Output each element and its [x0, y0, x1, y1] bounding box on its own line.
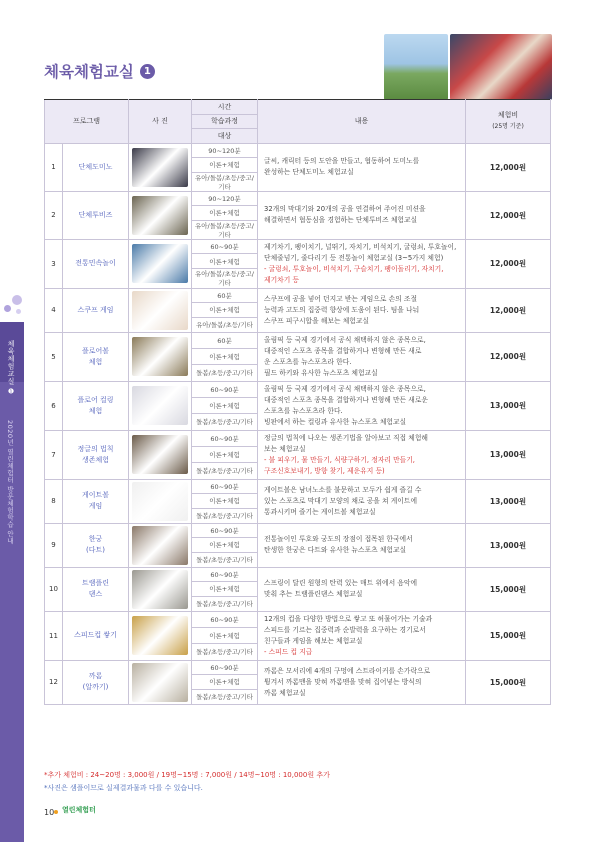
table-row — [45, 611, 551, 627]
table-row — [45, 523, 551, 538]
program-name — [63, 611, 129, 660]
program-name-line: (다트) — [86, 546, 105, 554]
notes — [44, 769, 330, 794]
content-line: 대중적인 스포츠 종목을 결합하거나 변형해 만든 새로 — [264, 346, 422, 355]
program-course: 이론+체험 — [192, 494, 258, 509]
program-course: 이론+체험 — [192, 254, 258, 269]
content-line: 단체줄넘기, 줄다리기 등 전통놀이 체험교실 (3~5가지 체험) — [264, 253, 444, 262]
program-name-line: 체험 — [88, 406, 103, 415]
program-name — [63, 430, 129, 479]
program-price: 12,000원 — [466, 332, 551, 381]
header-photo: 사 진 — [129, 100, 192, 144]
program-name-line: 게임 — [88, 502, 103, 510]
program-name-line: 한궁 — [88, 535, 103, 543]
program-photo — [129, 611, 192, 660]
program-course: 이론+체험 — [192, 206, 258, 221]
table-row — [45, 660, 551, 675]
content-line: 12개의 컵을 다양한 방법으로 쌓고 또 허물어가는 기술과 — [264, 614, 433, 623]
program-target: 돌봄/초등/중고/기타 — [192, 365, 258, 381]
program-name — [63, 332, 129, 381]
program-price: 13,000원 — [466, 430, 551, 479]
program-target: 돌봄/초등/중고/기타 — [192, 689, 258, 704]
title-number-badge: 1 — [140, 64, 155, 79]
row-number: 6 — [45, 381, 63, 430]
program-name-line: 트램플린 — [81, 579, 110, 587]
page-title — [44, 60, 155, 82]
table-row — [45, 239, 551, 254]
program-time: 60~90분 — [192, 239, 258, 254]
program-time: 60~90분 — [192, 381, 258, 397]
content-highlight-line: - 스피드 컵 지급 — [264, 647, 313, 656]
content-line: 능력과 고도의 집중력 향상에 도움이 된다. 팀을 나눠 — [264, 305, 420, 314]
row-number: 8 — [45, 479, 63, 523]
program-name — [63, 479, 129, 523]
program-price: 12,000원 — [466, 288, 551, 332]
content-line: 제기차기, 팽이치기, 널뛰기, 자치기, 비석치기, 굴렁쇠, 투호놀이, — [264, 242, 457, 251]
program-photo-image — [132, 244, 188, 283]
program-course: 이론+체험 — [192, 303, 258, 318]
program-photo-image — [132, 482, 188, 521]
content-highlight-line: - 굴렁쇠, 투호놀이, 비석치기, 구슬치기, 팽이돌리기, 자치기, — [264, 264, 444, 273]
header-course: 학습과정 — [192, 114, 258, 129]
program-content — [258, 567, 466, 611]
content-line: 정글의 법칙에 나오는 생존기법을 알아보고 직접 체험해 — [264, 433, 428, 442]
table-row — [45, 143, 551, 158]
program-photo — [129, 191, 192, 239]
program-time: 60~90분 — [192, 430, 258, 446]
program-photo — [129, 479, 192, 523]
program-photo — [129, 381, 192, 430]
program-content — [258, 143, 466, 191]
program-price: 12,000원 — [466, 239, 551, 288]
content-highlight-line: 제기차기 등 — [264, 275, 299, 284]
program-time: 60~90분 — [192, 660, 258, 675]
photo-disclaimer: *사진은 샘플이므로 실제결과물과 다를 수 있습니다. — [44, 783, 203, 792]
program-photo — [129, 332, 192, 381]
row-number: 12 — [45, 660, 63, 704]
program-time: 60~90분 — [192, 611, 258, 627]
content-highlight-line: 구조신호보내기, 방향 찾기, 제운유지 등) — [264, 466, 385, 475]
page-title-text: 체육체험교실 — [44, 63, 134, 81]
extra-fee-note: *추가 체험비 : 24~20명 : 3,000원 / 19명~15명 : 7,000원 / 14명~10명 : 10,000원 추가 — [44, 771, 330, 779]
content-line: 글씨, 캐릭터 등의 도안을 만들고, 협동하여 도미노를 — [264, 157, 420, 165]
program-name-line: 스피드컵 쌓기 — [74, 631, 117, 639]
row-number: 2 — [45, 191, 63, 239]
program-content — [258, 381, 466, 430]
table-row — [45, 479, 551, 494]
program-name — [63, 381, 129, 430]
content-line: 스프링이 달린 원형의 탄력 있는 매트 위에서 음악에 — [264, 579, 418, 587]
program-content — [258, 191, 466, 239]
program-course: 이론+체험 — [192, 158, 258, 173]
program-course: 이론+체험 — [192, 675, 258, 690]
header-photo-tug-of-war — [450, 34, 552, 100]
program-course: 이론+체험 — [192, 538, 258, 553]
program-content — [258, 660, 466, 704]
program-name-line: 단체투비즈 — [78, 210, 113, 219]
program-name-line: 생존체험 — [81, 455, 110, 464]
program-name-line: 단체도미노 — [78, 162, 113, 171]
program-time: 60~90분 — [192, 567, 258, 582]
program-photo — [129, 567, 192, 611]
header-program: 프로그램 — [45, 100, 129, 144]
program-photo-image — [132, 337, 188, 376]
header-target: 대상 — [192, 129, 258, 144]
content-line: 올림픽 등 국제 경기에서 공식 채택하지 않은 종목으로, — [264, 384, 426, 393]
program-price: 12,000원 — [466, 191, 551, 239]
content-line: 있는 스포츠로 막대기 모양의 채로 공을 쳐 게이트에 — [264, 496, 418, 505]
header-photo-kids — [384, 34, 448, 100]
program-name-line: (알까기) — [82, 683, 109, 691]
content-line: 맞춰 추는 트램플린댄스 체험교실 — [264, 590, 363, 598]
content-highlight-line: - 불 피우기, 물 만들기, 식량구하기, 정자리 만들기, — [264, 455, 415, 464]
program-price: 15,000원 — [466, 567, 551, 611]
table-row — [45, 288, 551, 303]
program-target: 돌봄/초등/중고/기타 — [192, 644, 258, 660]
program-name-line: 플로어 컬링 — [77, 395, 114, 404]
table-row — [45, 191, 551, 206]
program-course: 이론+체험 — [192, 582, 258, 597]
content-line: 친구들과 게임을 해보는 체험교실 — [264, 636, 363, 645]
table-row — [45, 430, 551, 446]
program-content — [258, 479, 466, 523]
program-name — [63, 523, 129, 567]
program-name-line: 댄스 — [88, 590, 103, 598]
program-time: 60분 — [192, 332, 258, 348]
header-fee-label: 체험비 — [497, 111, 519, 120]
content-line: 스피드를 기르는 집중력과 순발력을 요구하는 경기로서 — [264, 625, 426, 634]
program-photo — [129, 430, 192, 479]
program-photo-image — [132, 616, 188, 655]
program-photo-image — [132, 663, 188, 702]
program-time: 60~90분 — [192, 479, 258, 494]
program-name-line: 체험 — [88, 357, 103, 366]
content-line: 까롬은 모서리에 4개의 구멍에 스트라이커를 손가락으로 — [264, 666, 431, 675]
content-line: 32개의 막대기와 20개의 공을 연결하여 주어진 미션을 — [264, 205, 426, 213]
program-name-line: 플로어볼 — [81, 346, 110, 355]
program-name-line: 게이트볼 — [81, 491, 110, 499]
program-time: 90~120분 — [192, 143, 258, 158]
program-content — [258, 430, 466, 479]
logo-icon — [54, 810, 58, 814]
program-content — [258, 611, 466, 660]
row-number: 1 — [45, 143, 63, 191]
program-photo — [129, 660, 192, 704]
content-line: 통과시키며 즐기는 게이트볼 체험교실 — [264, 507, 376, 516]
program-target: 유아/돌봄/초등/중고/기타 — [192, 172, 258, 191]
program-course: 이론+체험 — [192, 446, 258, 462]
content-line: 해결하면서 협동심을 경험하는 단체투비즈 체험교실 — [264, 216, 418, 224]
sidebar — [0, 322, 24, 842]
header-fee-note: (25명 기준) — [492, 123, 524, 131]
program-photo-image — [132, 435, 188, 474]
sidebar-document-label: 2020년 열린체험터 방문체험학습 안내 — [6, 420, 14, 545]
program-name — [63, 567, 129, 611]
content-line: 보는 체험교실 — [264, 444, 306, 453]
table-row — [45, 332, 551, 348]
header-content: 내용 — [258, 100, 466, 144]
content-line: 스포츠를 뉴스포츠라 한다. — [264, 406, 343, 415]
program-name — [63, 239, 129, 288]
content-line: 대중적인 스포츠 종목을 결합하거나 변형해 만든 새로운 — [264, 395, 428, 404]
content-line: 스쿠프에 공을 넣어 던지고 받는 게임으로 손의 조절 — [264, 294, 418, 303]
program-photo — [129, 239, 192, 288]
program-time: 90~120분 — [192, 191, 258, 206]
content-line: 운 스포츠를 뉴스포츠라 한다. — [264, 357, 352, 366]
content-line: 까롬 체험교실 — [264, 688, 306, 697]
program-photo-image — [132, 196, 188, 235]
program-photo — [129, 143, 192, 191]
row-number: 7 — [45, 430, 63, 479]
program-target: 돌봄/초등/중고/기타 — [192, 508, 258, 523]
program-photo-image — [132, 386, 188, 425]
row-number: 5 — [45, 332, 63, 381]
table-row — [45, 381, 551, 397]
program-name-line: 전통민속놀이 — [75, 259, 116, 267]
sidebar-section-label: 체육체험교실 ❶ — [7, 340, 15, 397]
program-price: 13,000원 — [466, 523, 551, 567]
table-row — [45, 567, 551, 582]
content-line: 빙판에서 하는 컬링과 유사한 뉴스포츠 체험교실 — [264, 417, 407, 426]
program-photo-image — [132, 570, 188, 609]
program-name — [63, 143, 129, 191]
row-number: 9 — [45, 523, 63, 567]
page-number: 10 — [44, 808, 55, 817]
program-course: 이론+체험 — [192, 348, 258, 364]
header-time: 시간 — [192, 100, 258, 115]
row-number: 11 — [45, 611, 63, 660]
content-line: 스쿠프 피구시합을 해보는 체험교실 — [264, 316, 369, 325]
program-target: 유아/돌봄/초등/기타 — [192, 317, 258, 332]
program-content — [258, 288, 466, 332]
program-price: 15,000원 — [466, 660, 551, 704]
program-target: 돌봄/초등/중고/기타 — [192, 596, 258, 611]
content-line: 탄생한 한궁은 다트와 유사한 뉴스포츠 체험교실 — [264, 546, 407, 554]
content-line: 게이트볼은 남녀노소를 불문하고 모두가 쉽게 즐길 수 — [264, 485, 422, 494]
content-line: 완성하는 단체도미노 체험교실 — [264, 168, 354, 176]
content-line: 올림픽 등 국제 경기에서 공식 채택하지 않은 종목으로, — [264, 335, 426, 344]
content-line: 필드 하키와 유사한 뉴스포츠 체험교실 — [264, 368, 378, 377]
row-number: 4 — [45, 288, 63, 332]
program-time: 60분 — [192, 288, 258, 303]
program-course: 이론+체험 — [192, 627, 258, 643]
program-target: 돌봄/초등/중고/기타 — [192, 414, 258, 430]
program-time: 60~90분 — [192, 523, 258, 538]
program-target: 돌봄/초등/중고/기타 — [192, 552, 258, 567]
row-number: 10 — [45, 567, 63, 611]
content-line: 전통놀이인 투호와 궁도의 장점이 접목된 한국에서 — [264, 535, 413, 543]
program-table — [44, 99, 551, 705]
program-target: 유아/돌봄/초등/중고/기타 — [192, 220, 258, 239]
program-photo — [129, 523, 192, 567]
program-target: 유아/돌봄/초등/중고/기타 — [192, 269, 258, 288]
program-name — [63, 288, 129, 332]
program-price: 12,000원 — [466, 143, 551, 191]
footer-logo: 열린체험터 — [62, 806, 96, 814]
program-name-line: 까롬 — [88, 672, 103, 680]
program-photo-image — [132, 526, 188, 565]
program-target: 돌봄/초등/중고/기타 — [192, 463, 258, 479]
program-name — [63, 660, 129, 704]
program-content — [258, 239, 466, 288]
program-photo-image — [132, 148, 188, 187]
program-name-line: 정글의 법칙 — [77, 444, 114, 453]
header-fee — [466, 100, 551, 144]
program-photo — [129, 288, 192, 332]
program-course: 이론+체험 — [192, 397, 258, 413]
program-photo-image — [132, 291, 188, 330]
program-content — [258, 523, 466, 567]
program-content — [258, 332, 466, 381]
program-name-line: 스쿠프 게임 — [77, 305, 114, 314]
program-name — [63, 191, 129, 239]
program-price: 15,000원 — [466, 611, 551, 660]
program-price: 13,000원 — [466, 381, 551, 430]
content-line: 튕겨서 까롬맨을 맞혀 까롬맨을 맞혀 집어넣는 방식의 — [264, 677, 422, 686]
program-price: 13,000원 — [466, 479, 551, 523]
row-number: 3 — [45, 239, 63, 288]
